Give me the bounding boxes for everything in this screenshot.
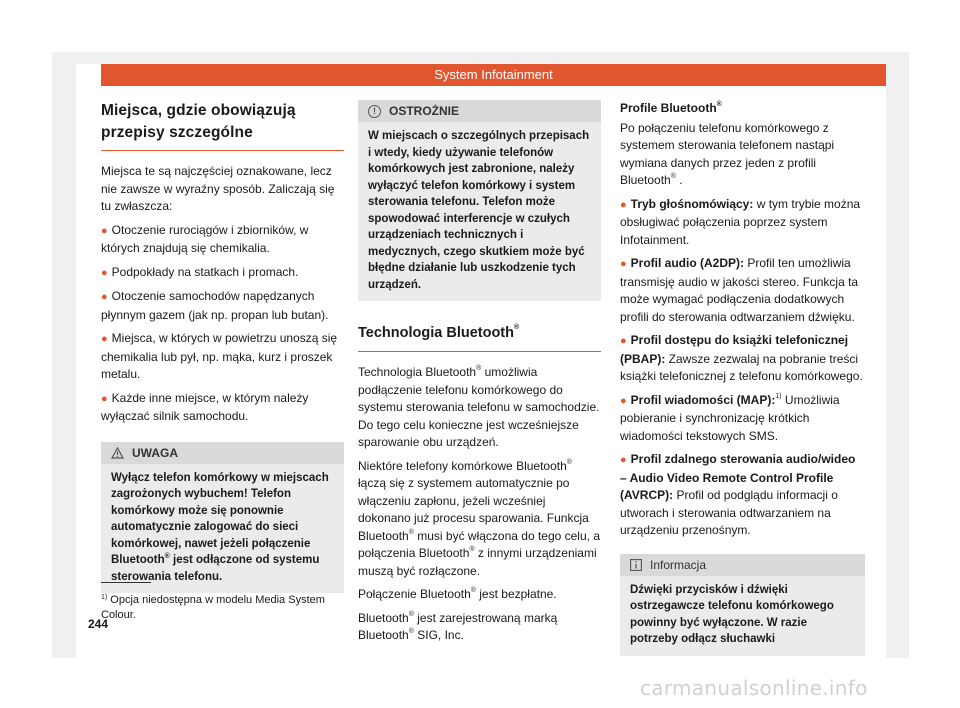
column-right <box>620 100 865 656</box>
caution-box-header <box>358 100 601 122</box>
bullet-icon: ● <box>620 258 627 270</box>
caution-box-title: OSTROŻNIE <box>389 104 460 118</box>
column-middle <box>358 100 601 651</box>
section-heading: Miejsca, gdzie obowiązują przepisy szczególne <box>101 102 296 141</box>
warning-box <box>101 442 344 594</box>
caution-circle-icon: ! <box>368 105 381 118</box>
bullet-icon: ● <box>620 198 627 211</box>
warning-triangle-icon <box>111 447 124 459</box>
heading-rule <box>101 150 344 151</box>
bullet-icon: ● <box>101 392 108 405</box>
watermark: carmanualsonline.info <box>640 676 868 700</box>
heading-rule <box>358 351 601 352</box>
page-number: 244 <box>88 617 109 631</box>
column-left <box>101 100 344 593</box>
list-item: ● Miejsca, w których w powietrzu unoszą się chemikalia lub pył, np. mąka, kurz i proszek metalu. <box>101 331 338 381</box>
profile-item: ● Profil audio (A2DP): Profil ten umożliwia transmisję audio w jakości stereo. Funkcja ta może wymagać podłączenia dodatkowych profili do sterowania odtwarzaniem dźwięku. <box>620 256 859 324</box>
bullet-icon: ● <box>101 266 108 279</box>
paragraph: Bluetooth® jest zarejestrowaną marką Bluetooth® SIG, Inc. <box>358 610 558 642</box>
bullet-icon: ● <box>620 454 627 466</box>
warning-box-text: Wyłącz telefon komórkowy w miejscach zagrożonych wybuchem! Telefon komórkowy może się ponownie automatycznie zalogować do sieci komórkowej, nawet jeżeli połączenie Bluetooth® jest odłączone od systemu sterowania telefonu. <box>111 471 329 583</box>
list-item: ● Otoczenie rurociągów i zbiorników, w których znajdują się chemikalia. <box>101 222 309 255</box>
paragraph: Połączenie Bluetooth® jest bezpłatne. <box>358 587 557 601</box>
info-icon <box>630 559 642 571</box>
footnote-divider <box>101 582 151 583</box>
info-box-text: Dźwięki przycisków i dźwięki ostrzegawcze telefonu komórkowego powinny być wyłączone. W razie potrzeby odłącz słuchawki <box>630 583 834 645</box>
profile-item: ● Profil dostępu do książki telefonicznej (PBAP): Zawsze zezwalaj na pobranie treści książki telefonicznej z telefonu komórkowego. <box>620 333 863 383</box>
profile-item: ● Profil zdalnego sterowania audio/wideo – Audio Video Remote Control Profile (AVRCP): Profil od podglądu informacji o utworach i sterowania odtwarzaniem na urządzeniu przenośnym. <box>620 452 856 537</box>
list-item: ● Podpokłady na statkach i promach. <box>101 264 299 279</box>
warning-box-title: UWAGA <box>132 445 178 460</box>
paragraph: Po połączeniu telefonu komórkowego z systemem sterowania telefonem nastąpi wymiana danych przez jeden z profili Bluetooth® . <box>620 120 835 187</box>
profile-item: ● Tryb głośnomówiący: w tym trybie można obsługiwać połączenia poprzez system Infotainment. <box>620 196 861 247</box>
profile-item: ● Profil wiadomości (MAP):$^{1)}$ Umożliwia pobieranie i synchronizację krótkich wiadomości tekstowych SMS. <box>620 392 840 443</box>
caution-box-text: W miejscach o szczególnych przepisach i wtedy, kiedy używanie telefonów komórkowych jest zabronione, należy wyłączyć telefon komórkowy i system sterowania telefonu. Telefon może spowodować interferencje w czułych urządzeniach technicznych i medycznych, czego skutkiem może być błędne działanie lub uszkodzenie tych urządzeń. <box>368 130 590 291</box>
intro-text: Miejsca te są najczęściej oznakowane, lecz nie zawsze w wyraźny sposób. Zaliczają się tu zwłaszcza: <box>101 164 335 213</box>
info-box-header <box>620 554 865 576</box>
bullet-icon: ● <box>101 291 108 303</box>
paragraph: Niektóre telefony komórkowe Bluetooth® łączą się z systemem automatycznie po włączeniu zapłonu, jeżeli wcześniej dokonano już procesu sparowania. Funkcja Bluetooth® musi być włączona do tego celu, a połączenia Bluetooth® z innymi urządzeniami muszą być rozłączone. <box>358 458 600 578</box>
bluetooth-section-title: Technologia Bluetooth® <box>358 324 520 341</box>
page-header: System Infotainment <box>101 64 886 86</box>
profiles-heading: Profile Bluetooth® <box>620 101 722 115</box>
bullet-icon: ● <box>620 394 627 407</box>
warning-box-header <box>101 442 344 464</box>
bullet-icon: ● <box>620 335 627 347</box>
caution-box <box>358 100 601 301</box>
bullet-icon: ● <box>101 333 108 345</box>
info-box-title: Informacja <box>650 557 707 572</box>
paragraph: Technologia Bluetooth® umożliwia podłączenie telefonu komórkowego do systemu sterowania telefonu w samochodzie. Do tego celu konieczne jest wcześniejsze sparowanie obu urządzeń. <box>358 365 600 449</box>
list-item: ● Każde inne miejsce, w którym należy wyłączać silnik samochodu. <box>101 390 309 423</box>
footnote: $^{1)}$ Opcja niedostępna w modelu Media System Colour. <box>101 594 325 621</box>
bullet-icon: ● <box>101 224 108 237</box>
list-item: ● Otoczenie samochodów napędzanych płynnym gazem (jak np. propan lub butan). <box>101 289 329 322</box>
info-box <box>620 554 865 656</box>
